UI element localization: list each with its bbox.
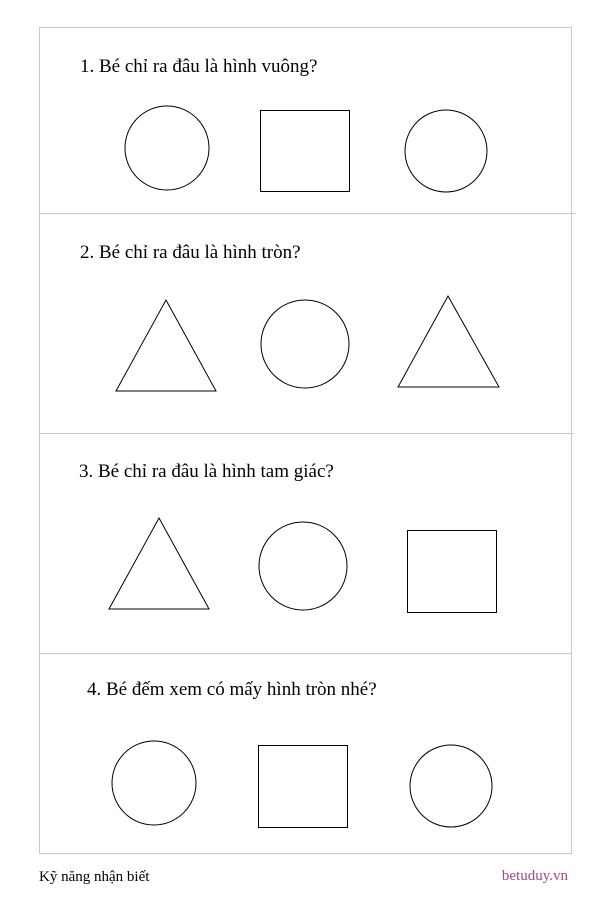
q2-circle[interactable]: [261, 300, 349, 388]
q1-square[interactable]: [261, 111, 350, 192]
question-1: [80, 56, 487, 192]
question-2: [80, 242, 499, 391]
q4-square[interactable]: [259, 746, 348, 828]
question-1-text: 1. Bé chỉ ra đâu là hình vuông?: [80, 56, 318, 77]
q2-triangle-left[interactable]: [116, 300, 216, 391]
q3-square[interactable]: [408, 531, 497, 613]
q1-circle-left[interactable]: [125, 106, 209, 190]
q2-triangle-right[interactable]: [398, 296, 499, 387]
footer-brand-link[interactable]: betuduy.vn: [501, 868, 568, 884]
worksheet-frame: [40, 28, 572, 854]
question-4-text: 4. Bé đếm xem có mấy hình tròn nhé?: [87, 679, 377, 700]
q3-triangle[interactable]: [109, 518, 209, 609]
question-3-text: 3. Bé chỉ ra đâu là hình tam giác?: [79, 461, 334, 482]
question-4: [87, 679, 492, 828]
q4-circle-left[interactable]: [112, 741, 196, 825]
q1-circle-right[interactable]: [405, 110, 487, 192]
question-3: [79, 461, 497, 613]
footer-skill-label: Kỹ năng nhận biết: [39, 869, 150, 885]
q3-circle[interactable]: [259, 522, 347, 610]
question-2-text: 2. Bé chỉ ra đâu là hình tròn?: [80, 242, 301, 263]
q4-circle-right[interactable]: [410, 745, 492, 827]
